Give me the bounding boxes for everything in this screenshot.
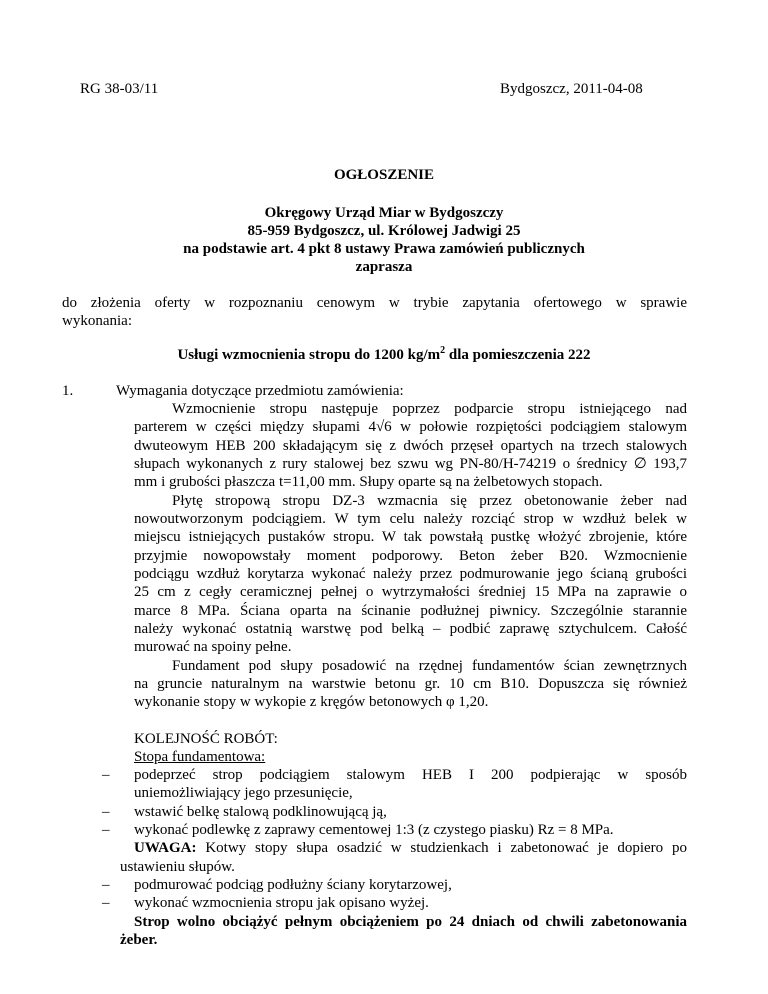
section-line: dwuteowym HEB 200 składającym się z dwóch przęseł opartych na trzech stalowych — [134, 438, 687, 454]
final-statement: Strop wolno obciążyć pełnym obciążeniem po 24 dniach od chwili zabetonowania — [134, 914, 687, 930]
note-paragraph — [134, 839, 687, 858]
section-line: Płytę stropową stropu DZ-3 wzmacnia się przez obetonowanie żeber nad — [172, 493, 687, 509]
section-line: mm i grubości płaszcza t=11,00 mm. Słupy oparte są na żelbetowych stopach. — [134, 474, 603, 490]
section-heading: Wymagania dotyczące przedmiotu zamówienia: — [116, 383, 404, 399]
list-bullet: – — [102, 877, 110, 893]
section-line: podciągu wzdłuż korytarza wykonać należy przez podmurowanie jego ścianą grubości — [134, 566, 687, 582]
section-line: na gruncie naturalnym na warstwie betonu gr. 10 cm B10. Dopuszcza się również — [134, 676, 687, 692]
works-subheading: Stopa fundamentowa: — [134, 749, 266, 765]
section-line: Wzmocnienie stropu następuje poprzez podparcie stropu istniejącego nad — [172, 401, 687, 417]
legal-basis: na podstawie art. 4 pkt 8 ustawy Prawa zamówień publicznych — [183, 241, 585, 257]
section-line: nowoutworzonym podciągiem. W tym celu należy rozciąć strop w wzdłuż belek w — [134, 511, 687, 527]
issuer-name: Okręgowy Urząd Miar w Bydgoszczy — [264, 205, 504, 221]
section-number: 1. — [62, 383, 74, 399]
reference-number: RG 38-03/11 — [80, 81, 159, 97]
section-line: miejscu istniejących pustaków stropu. W tak powstałą pustkę włożyć zbrojenie, które — [134, 529, 687, 545]
section-line: marce 8 MPa. Ściana oparta na ścinanie podłużnej piwnicy. Szczególnie starannie — [134, 603, 687, 619]
place-date: Bydgoszcz, 2011-04-08 — [500, 81, 643, 97]
list-item: wykonać podlewkę z zaprawy cementowej 1:3 (z czystego piasku) Rz = 8 MPa. — [134, 822, 614, 838]
invites-word: zaprasza — [355, 259, 413, 275]
subject-text-end: dla pomieszczenia 222 — [445, 347, 591, 363]
list-bullet: – — [102, 822, 110, 838]
list-bullet: – — [102, 895, 110, 911]
list-bullet: – — [102, 804, 110, 820]
section-line: Fundament pod słupy posadowić na rzędnej fundamentów ścian zewnętrznych — [172, 658, 687, 674]
subject-superscript: 2 — [440, 345, 446, 356]
intro-line-2: wykonania: — [62, 313, 132, 329]
list-bullet: – — [102, 767, 110, 783]
section-line: słupach wykonanych z rury stalowej bez szwu wg PN-80/H-74219 o średnicy ∅ 193,7 — [134, 456, 687, 472]
section-line: wykonanie stopy w wykopie z kręgów betonowych φ 1,20. — [134, 694, 489, 710]
list-item: wykonać wzmocnienia stropu jak opisano wyżej. — [134, 895, 429, 911]
note-label: UWAGA: — [134, 840, 197, 856]
final-statement-continued: żeber. — [120, 932, 158, 948]
list-item: podeprzeć strop podciągiem stalowym HEB I 200 podpierając w sposób — [134, 767, 687, 783]
section-line: przyjmie nowopowstały moment podporowy. Beton żeber B20. Wzmocnienie — [134, 548, 687, 564]
section-line: murować na spoiny pełne. — [134, 639, 292, 655]
subject-text: Usługi wzmocnienia stropu do 1200 kg/m — [177, 347, 441, 363]
note-text-continued: ustawieniu słupów. — [120, 859, 235, 875]
section-line: parterem w części między słupami 4√6 w połowie rozpiętości podciągiem stalowym — [134, 419, 687, 435]
page-title: OGŁOSZENIE — [333, 167, 435, 183]
intro-line-1: do złożenia oferty w rozpoznaniu cenowym w trybie zapytania ofertowego w sprawie — [62, 295, 687, 311]
list-item: wstawić belkę stalową podklinowującą ją, — [134, 804, 387, 820]
issuer-address: 85-959 Bydgoszcz, ul. Królowej Jadwigi 25 — [247, 223, 521, 239]
list-item: podmurować podciąg podłużny ściany korytarzowej, — [134, 877, 452, 893]
order-subject — [0, 346, 768, 365]
note-text: Kotwy stopy słupa osadzić w studzienkach i zabetonować je dopiero po — [196, 840, 687, 856]
works-heading: KOLEJNOŚĆ ROBÓT: — [134, 731, 278, 747]
section-line: należy wykonać ostatnią warstwę pod belką – podbić zaprawę sztychulcem. Całość — [134, 621, 687, 637]
section-line: 25 cm z cegły ceramicznej pełnej o wytrzymałości średniej 15 MPa na zaprawie o — [134, 584, 687, 600]
list-item-continued: uniemożliwiający jego przesunięcie, — [134, 785, 353, 801]
